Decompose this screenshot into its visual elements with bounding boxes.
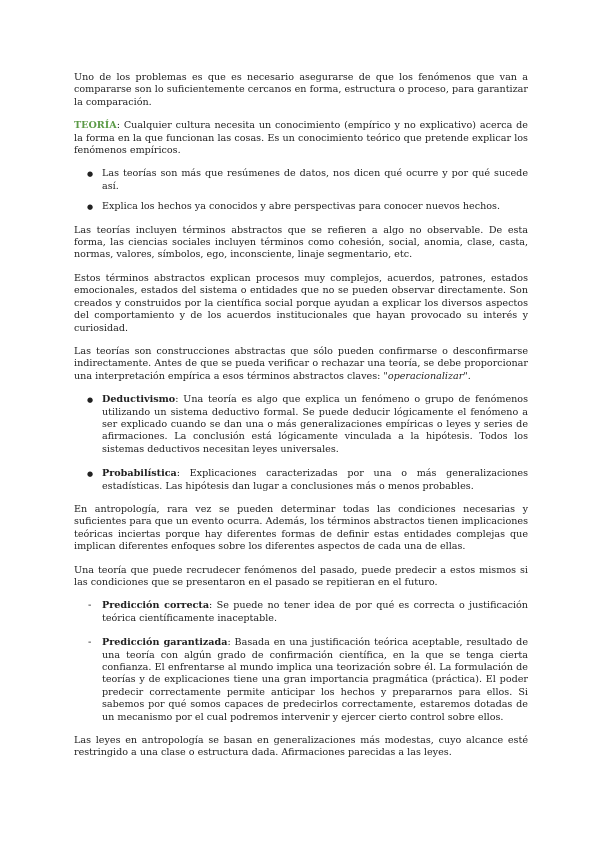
list-item-prediccion-correcta xyxy=(74,600,528,625)
paragraph-constructions xyxy=(74,346,528,383)
prediction-types xyxy=(74,600,528,724)
operacionalizar-term: "operacionalizar" xyxy=(383,370,468,382)
document-body xyxy=(74,72,528,771)
list-item: ● Las teorías son más que resúmenes de datos, nos dicen qué ocurre y por qué sucede así. xyxy=(74,168,528,193)
list-item-prediccion-garantizada xyxy=(74,637,528,724)
list-item-probabilistica xyxy=(74,468,528,493)
constructions-text: Las teorías son construcciones abstractas que sólo pueden confirmarse o desconfirmarse indirectamente. Antes de que se pueda verificar o rechazar una teoría, se debe proporcionar una interpretación empírica a esos términos abstractos claves: xyxy=(74,345,528,382)
list-item-deductivismo xyxy=(74,394,528,456)
teoria-text: : Cualquier cultura necesita un conocimiento (empírico y no explicativo) acerca de la forma en la que funcionan las cosas. Es un conocimiento teórico que pretende explicar los fenómenos empíricos. xyxy=(74,120,528,157)
probabilistica-term: Probabilística xyxy=(102,468,177,480)
theory-bullets xyxy=(74,168,528,213)
deductivismo-text: : Una teoría es algo que explica un fenómeno o grupo de fenómenos utilizando un sistema deductivo formal. Se puede deducir lógicamente el fenómeno a ser explicado cuando se dan una o más generalizaciones empíricas o leyes y series de afirmaciones. La conclusión está lógicamente vinculada a la hipótesis. Todos los sistemas deductivos necesitan leyes universales. xyxy=(102,394,528,455)
paragraph-teoria xyxy=(74,120,528,157)
paragraph-anthropology: En antropología, rara vez se pueden determinar todas las condiciones necesarias y suficientes para que un evento ocurra. Además, los términos abstractos tienen implicaciones teóricas inciertas porque hay diferentes formas de definir estas entidades complejas que implican diferentes enfoques sobre los diferentes aspectos de cada una de ellas. xyxy=(74,503,528,553)
paragraph-comparison: Uno de los problemas es que es necesario asegurarse de que los fenómenos que van a compararse son lo suficientemente cercanos en forma, estructura o proceso, para garantizar la comparación. xyxy=(74,72,528,108)
explanation-types xyxy=(74,394,528,493)
deductivismo-term: Deductivismo xyxy=(102,394,176,406)
prediccion-garantizada-text: : Basada en una justificación teórica aceptable, resultado de una teoría con algún grado de confirmación científica, en la que se tenga cierta confianza. El enfrentarse al mundo implica una teorización sobre él. La formulación de teorías y de explicaciones tiene una gran importancia pragmática (práctica). El poder predecir correctamente permite anticipar los hechos y prepararnos para ellos. Si sabemos por qué somos capaces de predecirlos correctamente, estaremos dotadas de un mecanismo por el cual podremos intervenir y ejercer cierto control sobre ellos. xyxy=(102,637,528,723)
list-item: ● Explica los hechos ya conocidos y abre perspectivas para conocer nuevos hechos. xyxy=(74,201,528,213)
prediccion-correcta-term: Predicción correcta xyxy=(102,600,210,612)
prediccion-garantizada-term: Predicción garantizada xyxy=(102,637,228,649)
teoria-heading: TEORÍA xyxy=(74,120,117,132)
constructions-end: . xyxy=(467,370,471,382)
paragraph-abstract-terms: Las teorías incluyen términos abstractos que se refieren a algo no observable. De esta forma, las ciencias sociales incluyen términos como cohesión, social, anomia, clase, casta, normas, valores, símbolos, ego, inconsciente, linaje segmentario, etc. xyxy=(74,224,528,261)
prediccion-correcta-text: : Se puede no tener idea de por qué es correcta o justificación teórica científicamente inaceptable. xyxy=(102,600,528,624)
paragraph-processes: Estos términos abstractos explican procesos muy complejos, acuerdos, patrones, estados emocionales, estados del sistema o entidades que no se pueden observar directamente. Son creados y construidos por la científica social porque ayudan a explicar los diversos aspectos del comportamiento y de los acuerdos institucionales que hayan provocado su interés y curiosidad. xyxy=(74,272,528,334)
probabilistica-text: : Explicaciones caracterizadas por una o más generalizaciones estadísticas. Las hipótesis dan lugar a conclusiones más o menos probables. xyxy=(102,468,528,492)
paragraph-prediction: Una teoría que puede recrudecer fenómenos del pasado, puede predecir a estos mismos si las condiciones que se presentaron en el pasado se repitieran en el futuro. xyxy=(74,564,528,588)
paragraph-laws: Las leyes en antropología se basan en generalizaciones más modestas, cuyo alcance esté restringido a una clase o estructura dada. Afirmaciones parecidas a las leyes. xyxy=(74,735,528,759)
